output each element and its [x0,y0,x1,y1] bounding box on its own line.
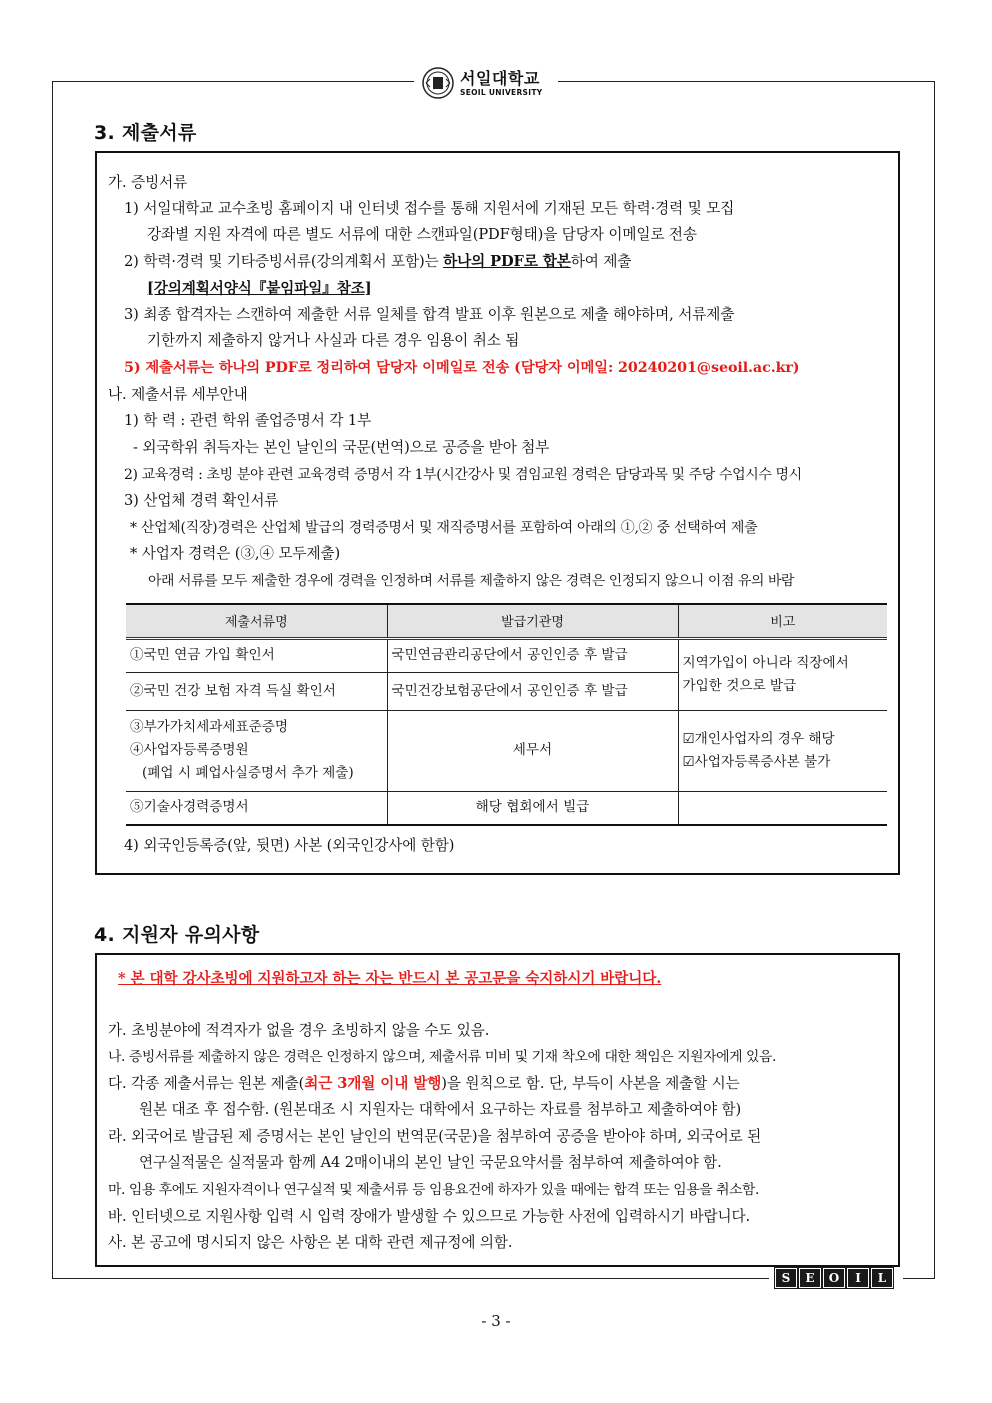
doc-name-line: ④사업자등록증명원 [130,742,249,758]
ga2-line1 [124,252,631,272]
frame-line [52,1278,769,1279]
note-ma: 마. 임용 후에도 지원자격이나 연구실적 및 제출서류 등 임용요건에 하자가 있을 때에는 합격 또는 임용을 취소함. [108,1182,759,1198]
doc-name-line: (폐업 시 폐업사실증명서 추가 제출) [142,765,354,781]
table-row [126,710,887,791]
ga2-line2: [강의계획서양식『붙임파일』참조] [147,280,372,297]
table-cell: ①국민 연금 가입 확인서 [126,638,387,672]
logo-korean-name: 서일대학교 [460,68,540,88]
note-na: 나. 증빙서류를 제출하지 않은 경력은 인정하지 않으며, 제출서류 미비 및 기재 착오에 대한 책임은 지원자에게 있음. [108,1049,776,1065]
note-ba: 바. 인터넷으로 지원사항 입력 시 입력 장애가 발생할 수 있으므로 가능한 사전에 입력하시기 바랍니다. [108,1208,750,1225]
section3-title: 3. 제출서류 [94,122,197,144]
na2-line: 2) 교육경력 : 초빙 분야 관련 교육경력 증명서 각 1부(시간강사 및 겸임교원 경력은 담당과목 및 주당 수업시수 명시 [124,467,802,483]
na-heading: 나. 제출서류 세부안내 [108,386,248,403]
note-ra-line2: 연구실적물은 실적물과 함께 A4 2매이내의 본인 날인 국문요약서를 첨부하여 제출하여야 함. [139,1154,722,1171]
section4-title: 4. 지원자 유의사항 [94,924,260,946]
university-emblem-icon [422,67,454,99]
na3-note: 아래 서류를 모두 제출한 경우에 경력을 인정하며 서류를 제출하지 않은 경력은 인정되지 않으니 이점 유의 바람 [148,573,795,589]
na1-line: 1) 학 력 : 관련 학위 졸업증명서 각 1부 [124,412,372,429]
na3-star2: * 사업자 경력은 (③,④ 모두제출) [130,545,341,562]
note-da-line2: 원본 대조 후 접수함. (원본대조 시 지원자는 대학에서 요구하는 자료를 첨부하고 제출하여야 함) [139,1101,742,1118]
logo-english-name: SEOIL UNIVERSITY [460,87,543,97]
ga2-text-pre: 2) 학력·경력 및 기타증빙서류(강의계획서 포함)는 [124,253,444,270]
note-ra-line1: 라. 외국어로 발급된 제 증명서는 본인 날인의 번역문(국문)을 첨부하여 공증을 받아야 하며, 외국어로 된 [108,1128,762,1145]
university-logo [418,64,558,102]
seoil-badge-letter: E [799,1268,821,1288]
table-cell: ②국민 건강 보험 자격 득실 확인서 [126,672,387,710]
documents-table [126,603,887,826]
note-sa: 사. 본 공고에 명시되지 않은 사항은 본 대학 관련 제규정에 의함. [108,1234,513,1251]
table-cell: 국민연금관리공단에서 공인인증 후 발급 [387,638,678,672]
seoil-badge-letter: O [823,1268,845,1288]
table-cell: ⑤기술사경력증명서 [126,791,387,825]
seoil-badge-letter: I [847,1268,869,1288]
note-da-line1 [108,1074,740,1094]
ga1-line1: 1) 서일대학교 교수초빙 홈페이지 내 인터넷 접수를 통해 지원서에 기재된 모든 학력·경력 및 모집 [124,200,735,217]
ga1-line2: 강좌별 지원 자격에 따른 별도 서류에 대한 스캔파일(PDF형태)을 담당자 이메일로 전송 [147,226,697,243]
ga5-line: 5) 제출서류는 하나의 PDF로 정리하여 담당자 이메일로 전송 (담당자 이메일: 20240201@seoil.ac.kr) [124,360,800,376]
table-cell [678,710,887,791]
note-da-red: 최근 3개월 이내 발행 [304,1075,442,1092]
ga3-line1: 3) 최종 합격자는 스캔하여 제출한 서류 일체를 합격 발표 이후 원본으로 제출 해야하며, 서류제출 [124,306,735,323]
frame-line [556,81,935,82]
note-line: ☑사업자등록증사본 불가 [682,753,831,770]
table-row [126,638,887,672]
frame-line [903,1278,935,1279]
table-header-row [126,604,887,638]
na3-line: 3) 산업체 경력 확인서류 [124,492,279,509]
ga-heading: 가. 증빙서류 [108,174,188,191]
table-cell: 해당 협회에서 빌급 [387,791,678,825]
doc-name-line: ③부가가치세과세표준증명 [130,719,289,735]
note-da-pre: 다. 각종 제출서류는 원본 제출( [108,1075,305,1092]
na4-line: 4) 외국인등록증(앞, 뒷면) 사본 (외국인강사에 한함) [124,837,455,854]
notice-line: * 본 대학 강사초빙에 지원하고자 하는 자는 반드시 본 공고문을 숙지하시기 바랍니다. [118,970,662,987]
table-header: 제출서류명 [126,604,387,638]
ga2-text-post: 하여 제출 [570,253,632,270]
table-cell [678,638,887,710]
na1-sub-line: - 외국학위 취득자는 본인 날인의 국문(번역)으로 공증을 받아 첨부 [133,439,550,456]
page-number: - 3 - [481,1312,511,1330]
table-cell [678,791,887,825]
note-line: 지역가입이 아니라 직장에서 [682,654,849,671]
table-header: 발급기관명 [387,604,678,638]
ga2-text-bold: 하나의 PDF로 합본 [443,253,571,270]
seoil-badge-letter: S [775,1268,797,1288]
note-ga: 가. 초빙분야에 적격자가 없을 경우 초빙하지 않을 수도 있음. [108,1022,490,1039]
note-da-post: )을 원칙으로 함. 단, 부득이 사본을 제출할 시는 [441,1075,740,1092]
table-row [126,791,887,825]
seoil-badge-letter: L [871,1268,893,1288]
note-line: ☑개인사업자의 경우 해당 [682,730,835,747]
ga3-line2: 기한까지 제출하지 않거나 사실과 다른 경우 임용이 취소 됨 [147,332,520,349]
note-line: 가입한 것으로 발급 [682,677,797,694]
table-header: 비고 [678,604,887,638]
na3-star1: * 산업체(직장)경력은 산업체 발급의 경력증명서 및 재직증명서를 포함하여 아래의 ①,② 중 선택하여 제출 [130,520,758,536]
table-cell: 세무서 [387,710,678,791]
seoil-badge-group [775,1268,893,1288]
table-cell: 국민건강보험공단에서 공인인증 후 발급 [387,672,678,710]
table-cell [126,710,387,791]
frame-line [52,81,414,82]
